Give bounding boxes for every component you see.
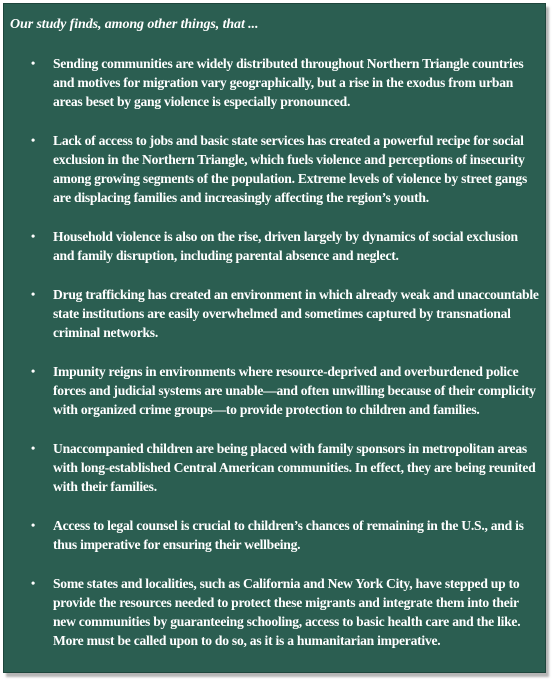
bullet-icon: •	[31, 229, 35, 243]
finding-text: Unaccompanied children are being placed with family sponsors in metropolitan areas with long-established Central American communities. In effect, they are being reunited with their families.	[53, 441, 536, 494]
finding-item	[4, 54, 545, 111]
bullet-icon: •	[31, 287, 35, 301]
finding-text: Some states and localities, such as California and New York City, have stepped up to provide the resources needed to protect these migrants and integrate them into their new communities by guaranteeing schooling, access to basic health care and the like. More must be called upon to do so, as it is a humanitarian imperative.	[53, 576, 521, 648]
bullet-icon: •	[31, 133, 35, 147]
finding-text: Lack of access to jobs and basic state services has created a powerful recipe for social exclusion in the Northern Triangle, which fuels violence and perceptions of insecurity among growing segments of the population. Extreme levels of violence by street gangs are displacing families and increasingly affecting the region’s youth.	[53, 133, 528, 205]
finding-text: Impunity reigns in environments where resource-deprived and overburdened police forces and judicial systems are unable—and often unwilling because of their complicity with organized crime groups—to provide protection to children and families.	[53, 364, 536, 417]
findings-panel	[3, 3, 546, 673]
bullet-icon: •	[31, 364, 35, 378]
finding-text: Sending communities are widely distributed throughout Northern Triangle countries and motives for migration vary geographically, but a rise in the exodus from urban areas beset by gang violence is especially pronounced.	[53, 56, 524, 109]
finding-text: Household violence is also on the rise, driven largely by dynamics of social exclusion and family disruption, including parental absence and neglect.	[53, 229, 518, 263]
bullet-icon: •	[31, 441, 35, 455]
finding-item	[4, 516, 545, 554]
bullet-icon: •	[31, 576, 35, 590]
finding-item	[4, 131, 545, 207]
finding-item	[4, 574, 545, 650]
finding-text: Access to legal counsel is crucial to children’s chances of remaining in the U.S., and is thus imperative for ensuring their wellbeing.	[53, 518, 524, 552]
findings-list	[4, 54, 545, 670]
finding-item	[4, 227, 545, 265]
finding-text: Drug trafficking has created an environment in which already weak and unaccountable state institutions are easily overwhelmed and sometimes captured by transnational criminal networks.	[53, 287, 539, 340]
finding-item	[4, 285, 545, 342]
finding-item	[4, 439, 545, 496]
bullet-icon: •	[31, 56, 35, 70]
intro-heading: Our study finds, among other things, that ...	[10, 17, 259, 32]
finding-item	[4, 362, 545, 419]
bullet-icon: •	[31, 518, 35, 532]
